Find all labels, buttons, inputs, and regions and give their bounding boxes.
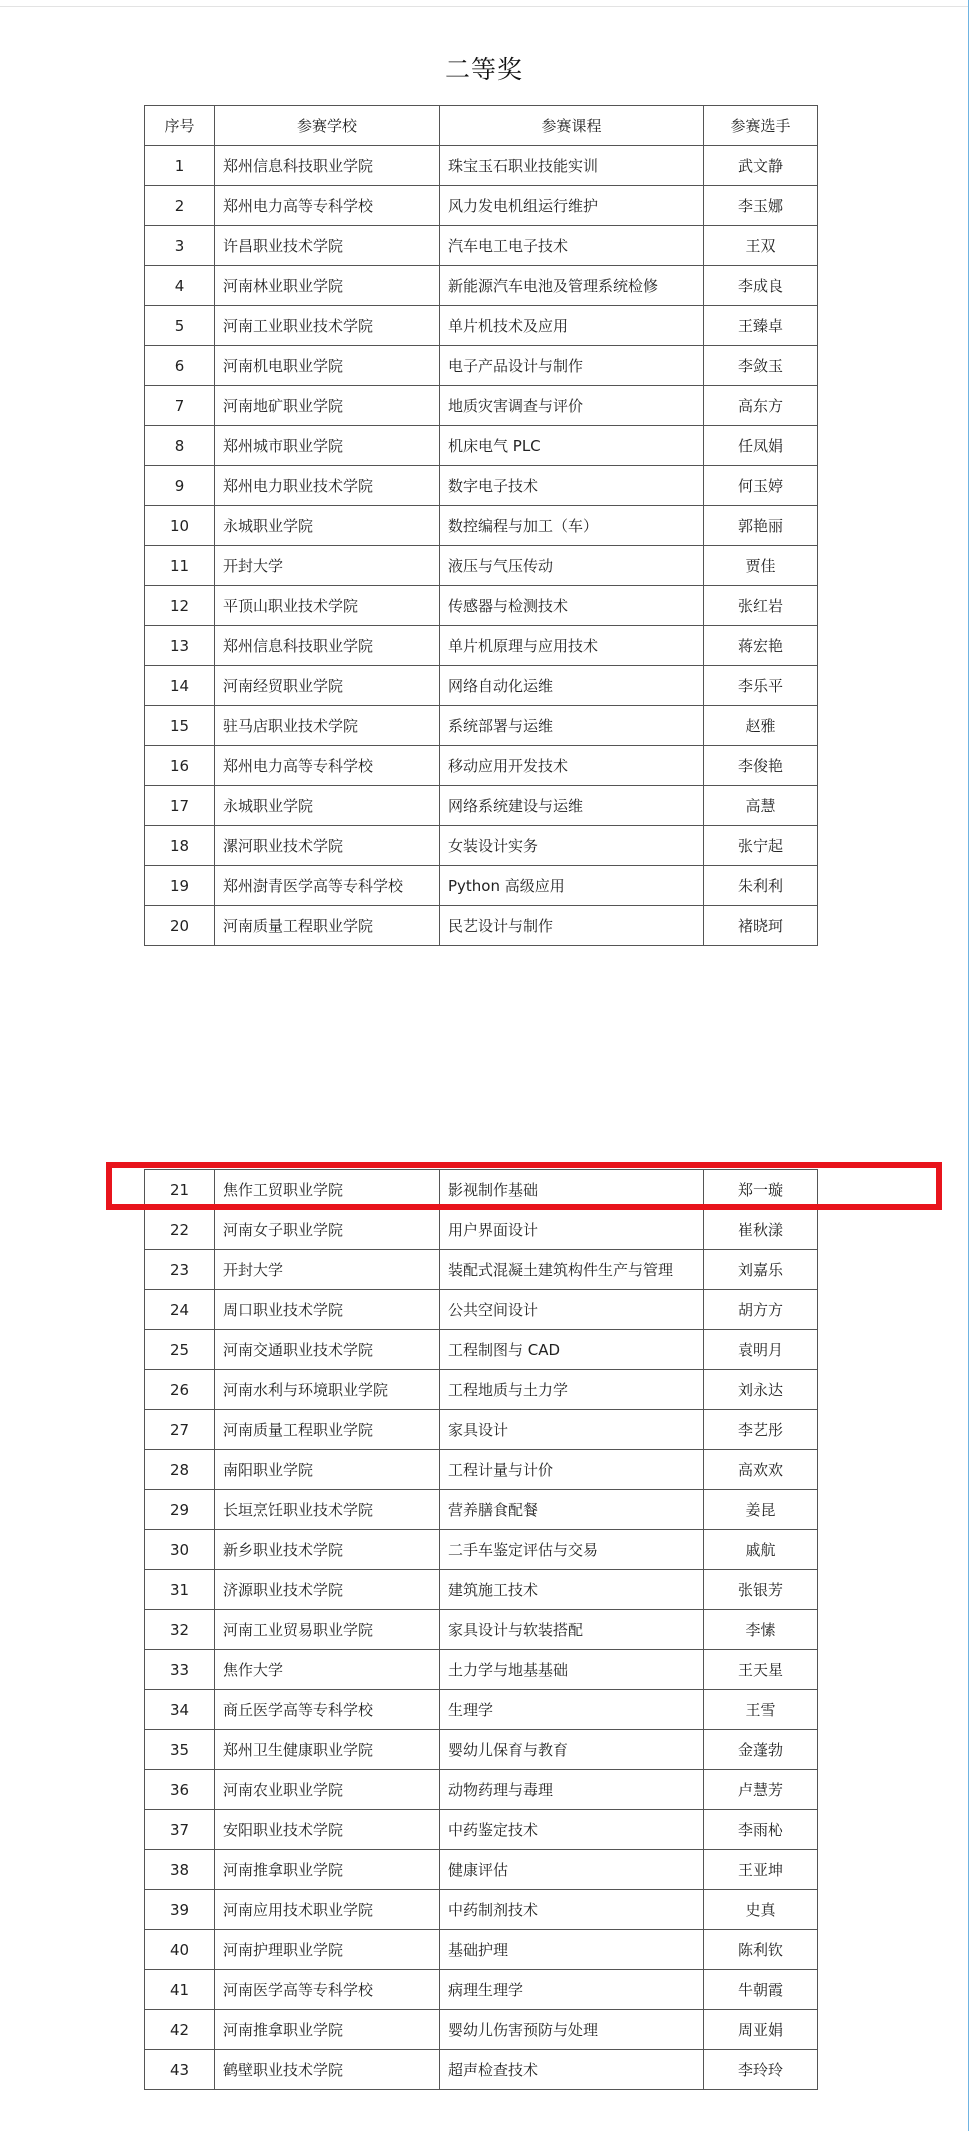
page-edge-line <box>968 0 969 2131</box>
cell-course: 装配式混凝土建筑构件生产与管理 <box>440 1250 704 1290</box>
cell-player: 王天星 <box>704 1650 818 1690</box>
table-row <box>145 1210 818 1250</box>
cell-no: 25 <box>145 1330 215 1370</box>
cell-course: 建筑施工技术 <box>440 1570 704 1610</box>
cell-school: 平顶山职业技术学院 <box>215 586 440 626</box>
cell-player: 王臻卓 <box>704 306 818 346</box>
cell-no: 20 <box>145 906 215 946</box>
cell-player: 高东方 <box>704 386 818 426</box>
cell-school: 郑州电力职业技术学院 <box>215 466 440 506</box>
table-row <box>145 826 818 866</box>
cell-school: 河南女子职业学院 <box>215 1210 440 1250</box>
cell-player: 朱利利 <box>704 866 818 906</box>
cell-course: 二手车鉴定评估与交易 <box>440 1530 704 1570</box>
cell-no: 36 <box>145 1770 215 1810</box>
cell-school: 永城职业学院 <box>215 786 440 826</box>
cell-school: 郑州澍青医学高等专科学校 <box>215 866 440 906</box>
cell-school: 河南护理职业学院 <box>215 1930 440 1970</box>
cell-player: 高慧 <box>704 786 818 826</box>
cell-school: 驻马店职业技术学院 <box>215 706 440 746</box>
table-header-row <box>145 106 818 146</box>
cell-no: 10 <box>145 506 215 546</box>
cell-course: 系统部署与运维 <box>440 706 704 746</box>
cell-school: 河南林业职业学院 <box>215 266 440 306</box>
cell-no: 1 <box>145 146 215 186</box>
cell-school: 河南机电职业学院 <box>215 346 440 386</box>
cell-player: 史真 <box>704 1890 818 1930</box>
cell-course: 女装设计实务 <box>440 826 704 866</box>
cell-school: 郑州电力高等专科学校 <box>215 186 440 226</box>
cell-no: 38 <box>145 1850 215 1890</box>
cell-course: 影视制作基础 <box>440 1170 704 1210</box>
header-player: 参赛选手 <box>704 106 818 146</box>
cell-player: 李玲玲 <box>704 2050 818 2090</box>
cell-school: 郑州信息科技职业学院 <box>215 146 440 186</box>
cell-course: 机床电气 PLC <box>440 426 704 466</box>
cell-course: 工程制图与 CAD <box>440 1330 704 1370</box>
table-row <box>145 546 818 586</box>
cell-no: 29 <box>145 1490 215 1530</box>
cell-no: 8 <box>145 426 215 466</box>
table-row <box>145 1650 818 1690</box>
cell-school: 鹤壁职业技术学院 <box>215 2050 440 2090</box>
cell-course: 动物药理与毒理 <box>440 1770 704 1810</box>
table-row <box>145 666 818 706</box>
header-school: 参赛学校 <box>215 106 440 146</box>
table-row <box>145 506 818 546</box>
table-row <box>145 1770 818 1810</box>
table-row <box>145 1370 818 1410</box>
cell-player: 李愫 <box>704 1610 818 1650</box>
cell-course: 地质灾害调查与评价 <box>440 386 704 426</box>
cell-player: 周亚娟 <box>704 2010 818 2050</box>
cell-no: 34 <box>145 1690 215 1730</box>
cell-player: 刘嘉乐 <box>704 1250 818 1290</box>
cell-course: 液压与气压传动 <box>440 546 704 586</box>
cell-school: 河南工业职业技术学院 <box>215 306 440 346</box>
cell-course: 工程计量与计价 <box>440 1450 704 1490</box>
awards-table-part-1 <box>144 105 818 946</box>
cell-course: 单片机技术及应用 <box>440 306 704 346</box>
cell-no: 3 <box>145 226 215 266</box>
cell-school: 郑州城市职业学院 <box>215 426 440 466</box>
cell-player: 李乐平 <box>704 666 818 706</box>
cell-school: 南阳职业学院 <box>215 1450 440 1490</box>
cell-course: 婴幼儿保育与教育 <box>440 1730 704 1770</box>
table-row <box>145 1490 818 1530</box>
cell-player: 李成良 <box>704 266 818 306</box>
table-row <box>145 1290 818 1330</box>
cell-no: 30 <box>145 1530 215 1570</box>
cell-course: 用户界面设计 <box>440 1210 704 1250</box>
cell-no: 9 <box>145 466 215 506</box>
cell-no: 17 <box>145 786 215 826</box>
table-row <box>145 346 818 386</box>
cell-course: 电子产品设计与制作 <box>440 346 704 386</box>
cell-course: 生理学 <box>440 1690 704 1730</box>
cell-school: 河南农业职业学院 <box>215 1770 440 1810</box>
cell-school: 郑州电力高等专科学校 <box>215 746 440 786</box>
cell-player: 张宁起 <box>704 826 818 866</box>
cell-course: 数字电子技术 <box>440 466 704 506</box>
cell-no: 22 <box>145 1210 215 1250</box>
cell-no: 14 <box>145 666 215 706</box>
cell-no: 7 <box>145 386 215 426</box>
cell-player: 褚晓珂 <box>704 906 818 946</box>
cell-player: 张红岩 <box>704 586 818 626</box>
cell-player: 卢慧芳 <box>704 1770 818 1810</box>
page-title: 二等奖 <box>444 55 523 84</box>
cell-school: 安阳职业技术学院 <box>215 1810 440 1850</box>
cell-player: 王双 <box>704 226 818 266</box>
cell-player: 戚航 <box>704 1530 818 1570</box>
table-row <box>145 1930 818 1970</box>
cell-no: 41 <box>145 1970 215 2010</box>
table-row <box>145 146 818 186</box>
cell-player: 李艺彤 <box>704 1410 818 1450</box>
cell-no: 37 <box>145 1810 215 1850</box>
cell-school: 长垣烹饪职业技术学院 <box>215 1490 440 1530</box>
cell-school: 河南水利与环境职业学院 <box>215 1370 440 1410</box>
cell-course: 工程地质与土力学 <box>440 1370 704 1410</box>
cell-no: 4 <box>145 266 215 306</box>
cell-no: 28 <box>145 1450 215 1490</box>
cell-course: 新能源汽车电池及管理系统检修 <box>440 266 704 306</box>
table-row <box>145 2050 818 2090</box>
cell-no: 40 <box>145 1930 215 1970</box>
cell-player: 李玉娜 <box>704 186 818 226</box>
cell-course: 健康评估 <box>440 1850 704 1890</box>
cell-course: 风力发电机组运行维护 <box>440 186 704 226</box>
cell-player: 王雪 <box>704 1690 818 1730</box>
table-row <box>145 1330 818 1370</box>
cell-player: 陈利钦 <box>704 1930 818 1970</box>
cell-no: 43 <box>145 2050 215 2090</box>
cell-course: 土力学与地基基础 <box>440 1650 704 1690</box>
cell-no: 27 <box>145 1410 215 1450</box>
cell-no: 42 <box>145 2010 215 2050</box>
cell-no: 11 <box>145 546 215 586</box>
cell-no: 21 <box>145 1170 215 1210</box>
cell-player: 贾佳 <box>704 546 818 586</box>
cell-player: 高欢欢 <box>704 1450 818 1490</box>
cell-player: 李雨杺 <box>704 1810 818 1850</box>
cell-course: 中药制剂技术 <box>440 1890 704 1930</box>
cell-school: 郑州信息科技职业学院 <box>215 626 440 666</box>
cell-no: 13 <box>145 626 215 666</box>
cell-player: 李敛玉 <box>704 346 818 386</box>
cell-course: 公共空间设计 <box>440 1290 704 1330</box>
cell-course: 网络自动化运维 <box>440 666 704 706</box>
cell-course: 中药鉴定技术 <box>440 1810 704 1850</box>
cell-course: 基础护理 <box>440 1930 704 1970</box>
cell-school: 河南交通职业技术学院 <box>215 1330 440 1370</box>
cell-school: 周口职业技术学院 <box>215 1290 440 1330</box>
table-row <box>145 906 818 946</box>
cell-no: 32 <box>145 1610 215 1650</box>
cell-course: Python 高级应用 <box>440 866 704 906</box>
cell-no: 31 <box>145 1570 215 1610</box>
cell-school: 焦作大学 <box>215 1650 440 1690</box>
cell-player: 金蓬勃 <box>704 1730 818 1770</box>
cell-player: 刘永达 <box>704 1370 818 1410</box>
cell-course: 传感器与检测技术 <box>440 586 704 626</box>
cell-school: 漯河职业技术学院 <box>215 826 440 866</box>
table-row <box>145 1250 818 1290</box>
cell-school: 商丘医学高等专科学校 <box>215 1690 440 1730</box>
table-row <box>145 1810 818 1850</box>
cell-course: 汽车电工电子技术 <box>440 226 704 266</box>
cell-no: 26 <box>145 1370 215 1410</box>
cell-school: 河南应用技术职业学院 <box>215 1890 440 1930</box>
awards-table-part-2 <box>144 1169 818 2090</box>
cell-no: 19 <box>145 866 215 906</box>
cell-player: 姜昆 <box>704 1490 818 1530</box>
cell-player: 赵雅 <box>704 706 818 746</box>
cell-player: 张银芳 <box>704 1570 818 1610</box>
table-row <box>145 746 818 786</box>
table-row <box>145 1850 818 1890</box>
cell-no: 2 <box>145 186 215 226</box>
cell-player: 何玉婷 <box>704 466 818 506</box>
cell-school: 河南地矿职业学院 <box>215 386 440 426</box>
cell-no: 23 <box>145 1250 215 1290</box>
cell-school: 河南经贸职业学院 <box>215 666 440 706</box>
cell-school: 济源职业技术学院 <box>215 1570 440 1610</box>
cell-player: 任凤娟 <box>704 426 818 466</box>
cell-no: 18 <box>145 826 215 866</box>
table-row <box>145 1530 818 1570</box>
table-row <box>145 706 818 746</box>
cell-course: 婴幼儿伤害预防与处理 <box>440 2010 704 2050</box>
cell-school: 河南工业贸易职业学院 <box>215 1610 440 1650</box>
cell-school: 郑州卫生健康职业学院 <box>215 1730 440 1770</box>
cell-school: 永城职业学院 <box>215 506 440 546</box>
cell-course: 病理生理学 <box>440 1970 704 2010</box>
cell-player: 牛朝霞 <box>704 1970 818 2010</box>
table-row <box>145 226 818 266</box>
cell-school: 焦作工贸职业学院 <box>215 1170 440 1210</box>
cell-player: 武文静 <box>704 146 818 186</box>
table-row <box>145 1730 818 1770</box>
table-row <box>145 1410 818 1450</box>
table-row <box>145 866 818 906</box>
table-row <box>145 626 818 666</box>
table-row <box>145 1570 818 1610</box>
cell-school: 新乡职业技术学院 <box>215 1530 440 1570</box>
cell-no: 16 <box>145 746 215 786</box>
cell-no: 5 <box>145 306 215 346</box>
table-row <box>145 306 818 346</box>
cell-no: 24 <box>145 1290 215 1330</box>
cell-player: 袁明月 <box>704 1330 818 1370</box>
cell-course: 单片机原理与应用技术 <box>440 626 704 666</box>
cell-school: 许昌职业技术学院 <box>215 226 440 266</box>
cell-no: 12 <box>145 586 215 626</box>
cell-school: 河南质量工程职业学院 <box>215 906 440 946</box>
cell-no: 39 <box>145 1890 215 1930</box>
cell-course: 营养膳食配餐 <box>440 1490 704 1530</box>
cell-no: 35 <box>145 1730 215 1770</box>
cell-player: 蒋宏艳 <box>704 626 818 666</box>
table-row <box>145 586 818 626</box>
cell-course: 数控编程与加工（车） <box>440 506 704 546</box>
cell-school: 开封大学 <box>215 1250 440 1290</box>
cell-no: 33 <box>145 1650 215 1690</box>
table-row <box>145 2010 818 2050</box>
table-row <box>145 186 818 226</box>
cell-school: 河南质量工程职业学院 <box>215 1410 440 1450</box>
cell-course: 家具设计 <box>440 1410 704 1450</box>
header-course: 参赛课程 <box>440 106 704 146</box>
table-row <box>145 1610 818 1650</box>
cell-school: 河南医学高等专科学校 <box>215 1970 440 2010</box>
table-row <box>145 466 818 506</box>
header-no: 序号 <box>145 106 215 146</box>
cell-course: 珠宝玉石职业技能实训 <box>440 146 704 186</box>
cell-course: 超声检查技术 <box>440 2050 704 2090</box>
highlight-box <box>106 1162 942 1210</box>
cell-school: 开封大学 <box>215 546 440 586</box>
cell-player: 王亚坤 <box>704 1850 818 1890</box>
table-row <box>145 1890 818 1930</box>
table-row <box>145 266 818 306</box>
cell-school: 河南推拿职业学院 <box>215 2010 440 2050</box>
table-row <box>145 426 818 466</box>
cell-course: 民艺设计与制作 <box>440 906 704 946</box>
cell-player: 李俊艳 <box>704 746 818 786</box>
cell-course: 移动应用开发技术 <box>440 746 704 786</box>
table-row <box>145 786 818 826</box>
cell-course: 网络系统建设与运维 <box>440 786 704 826</box>
table-row <box>145 1690 818 1730</box>
cell-player: 郭艳丽 <box>704 506 818 546</box>
table-row <box>145 1450 818 1490</box>
cell-player: 郑一璇 <box>704 1170 818 1210</box>
cell-no: 6 <box>145 346 215 386</box>
table-row <box>145 1970 818 2010</box>
cell-player: 胡方方 <box>704 1290 818 1330</box>
cell-player: 崔秋漾 <box>704 1210 818 1250</box>
cell-course: 家具设计与软装搭配 <box>440 1610 704 1650</box>
top-divider <box>0 6 968 7</box>
cell-no: 15 <box>145 706 215 746</box>
cell-school: 河南推拿职业学院 <box>215 1850 440 1890</box>
table-row <box>145 386 818 426</box>
